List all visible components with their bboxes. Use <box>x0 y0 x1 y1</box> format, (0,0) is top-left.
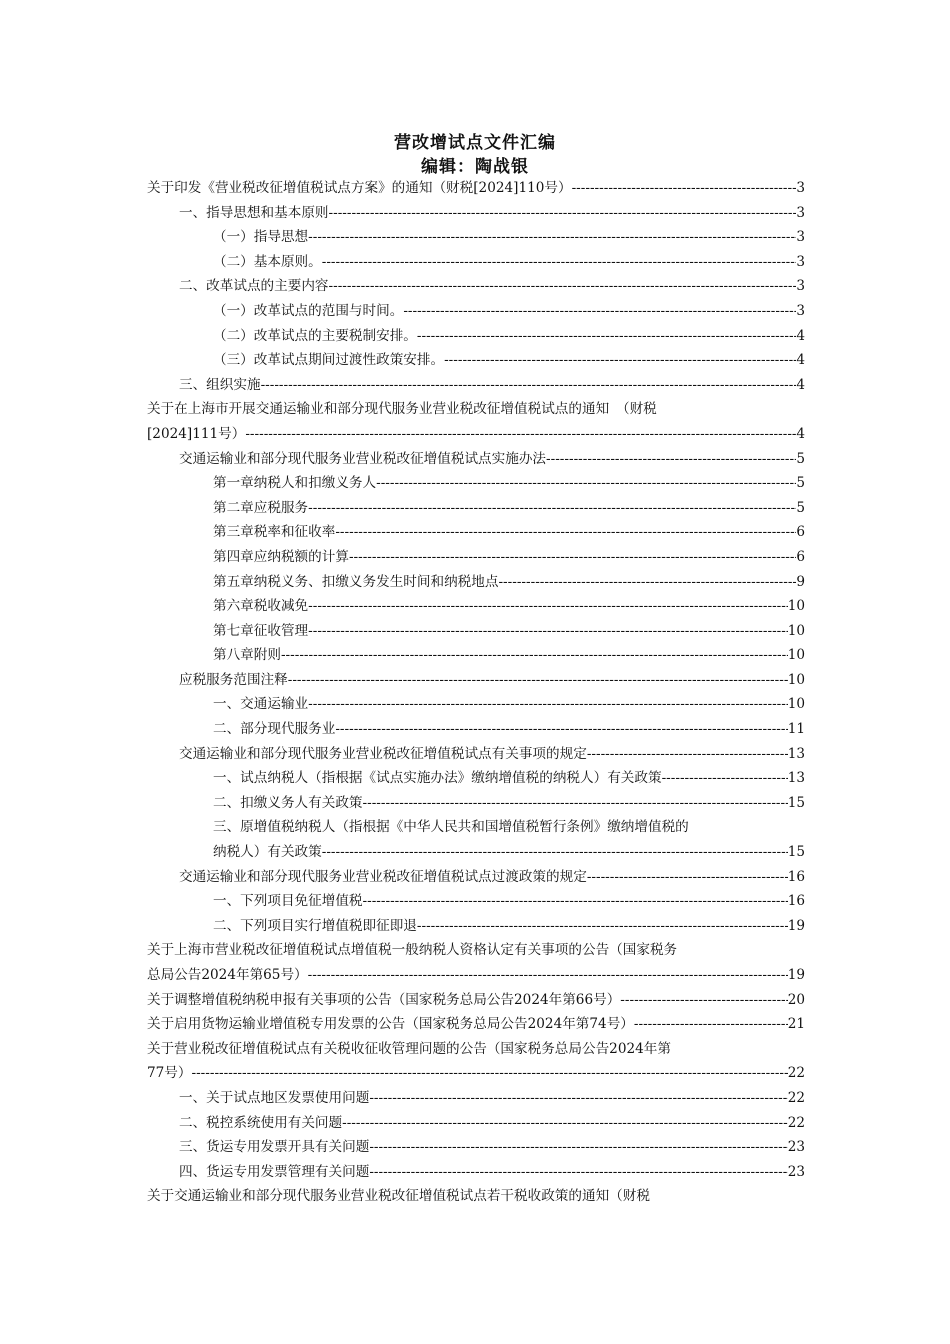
toc-entry-title: 第八章附则 <box>213 647 281 664</box>
toc-page-number: 22 <box>787 1065 805 1082</box>
toc-page-number: 4 <box>796 376 805 393</box>
toc-page-number: 15 <box>787 844 805 861</box>
toc-entry-title: 二、改革试点的主要内容 <box>179 278 329 295</box>
toc-entry[interactable] <box>147 496 805 521</box>
toc-page-number: 10 <box>787 671 805 688</box>
toc-entry[interactable] <box>147 815 805 864</box>
toc-entry[interactable] <box>147 520 805 545</box>
toc-entry-title: （二）改革试点的主要税制安排。 <box>213 327 417 344</box>
toc-page-number: 20 <box>787 991 805 1008</box>
toc-page-number: 3 <box>796 278 805 295</box>
toc-page-number: 22 <box>787 1114 805 1131</box>
toc-page-number: 3 <box>796 253 805 270</box>
toc-page-number: 3 <box>796 204 805 221</box>
toc-entry-title: 一、关于试点地区发票使用问题 <box>179 1089 370 1106</box>
toc-entry[interactable] <box>147 324 805 349</box>
toc-dot-leader <box>369 1160 787 1185</box>
toc-entry[interactable] <box>147 1135 805 1160</box>
toc-entry[interactable] <box>147 299 805 324</box>
toc-dot-leader <box>342 1111 788 1136</box>
toc-entry[interactable] <box>147 1111 805 1136</box>
toc-entry[interactable] <box>147 373 805 398</box>
toc-entry[interactable] <box>147 274 805 299</box>
toc-entry-title: 关于营业税改征增值税试点有关税收征收管理问题的公告（国家税务总局公告2024年第 <box>147 1040 671 1057</box>
toc-entry-title: 交通运输业和部分现代服务业营业税改征增值税试点过渡政策的规定 <box>179 868 587 885</box>
toc-entry-title: （一）指导思想 <box>213 229 309 246</box>
toc-entry[interactable] <box>147 1160 805 1185</box>
toc-dot-leader <box>288 668 788 693</box>
toc-dot-leader <box>192 1061 788 1086</box>
toc-entry[interactable] <box>147 225 805 250</box>
toc-page-number: 21 <box>787 1016 805 1033</box>
toc-dot-leader <box>329 274 797 299</box>
toc-entry-title: 第五章纳税义务、扣缴义务发生时间和纳税地点 <box>213 573 499 590</box>
toc-entry-title: （一）改革试点的范围与时间。 <box>213 302 404 319</box>
toc-dot-leader <box>329 201 797 226</box>
toc-dot-leader <box>261 373 797 398</box>
toc-entry-title: 交通运输业和部分现代服务业营业税改征增值税试点有关事项的规定 <box>179 745 587 762</box>
toc-dot-leader <box>308 496 796 521</box>
toc-entry-title: 三、货运专用发票开具有关问题 <box>179 1139 370 1156</box>
toc-entry[interactable] <box>147 545 805 570</box>
toc-entry[interactable] <box>147 889 805 914</box>
toc-page-number: 3 <box>796 180 805 196</box>
toc-page-number: 5 <box>796 450 805 467</box>
toc-page-number: 19 <box>787 967 805 983</box>
toc-entry-title: 三、组织实施 <box>179 376 261 393</box>
toc-page-number: 10 <box>787 696 805 713</box>
toc-dot-leader <box>363 889 788 914</box>
toc-entry-title: 关于交通运输业和部分现代服务业营业税改征增值税试点若干税收政策的通知（财税 <box>147 1188 650 1205</box>
toc-page-number: 16 <box>787 893 805 910</box>
toc-entry-title: 二、税控系统使用有关问题 <box>179 1114 343 1131</box>
toc-entry-title: （二）基本原则。 <box>213 253 322 270</box>
toc-entry[interactable] <box>147 938 805 987</box>
toc-entry[interactable] <box>147 643 805 668</box>
toc-dot-leader <box>634 1012 788 1037</box>
toc-page-number: 6 <box>796 524 805 541</box>
toc-entry-title: 关于上海市营业税改征增值税试点增值税一般纳税人资格认定有关事项的公告（国家税务 <box>147 942 678 959</box>
toc-entry[interactable] <box>147 594 805 619</box>
toc-page-number: 11 <box>787 721 805 738</box>
toc-entry-title: 关于在上海市开展交通运输业和部分现代服务业营业税改征增值税试点的通知 （财税 <box>147 401 657 418</box>
toc-dot-leader <box>281 643 788 668</box>
toc-entry-title: 二、下列项目实行增值税即征即退 <box>213 917 417 934</box>
toc-dot-leader <box>349 545 796 570</box>
toc-dot-leader <box>546 447 796 472</box>
toc-entry-title: 关于启用货物运输业增值税专用发票的公告（国家税务总局公告2024年第74号） <box>147 1016 634 1033</box>
toc-entry[interactable] <box>147 1012 805 1037</box>
toc-entry-title: 第二章应税服务 <box>213 499 309 516</box>
toc-entry[interactable] <box>147 471 805 496</box>
toc-page-number: 10 <box>787 647 805 664</box>
toc-dot-leader <box>417 324 796 349</box>
toc-entry[interactable] <box>147 1086 805 1111</box>
toc-page-number: 13 <box>787 770 805 787</box>
toc-dot-leader <box>245 422 796 447</box>
toc-dot-leader <box>662 766 788 791</box>
toc-page-number: 3 <box>796 229 805 246</box>
toc-entry[interactable] <box>147 692 805 717</box>
toc-dot-leader <box>417 914 788 939</box>
toc-entry-title: 二、扣缴义务人有关政策 <box>213 794 363 811</box>
toc-dot-leader <box>498 570 796 595</box>
toc-entry-title: 四、货运专用发票管理有关问题 <box>179 1163 370 1180</box>
toc-entry-title: 一、交通运输业 <box>213 696 309 713</box>
toc-entry[interactable] <box>147 865 805 890</box>
toc-page-number: 10 <box>787 622 805 639</box>
toc-entry[interactable] <box>147 176 805 201</box>
toc-dot-leader <box>308 619 788 644</box>
toc-dot-leader <box>369 1135 787 1160</box>
toc-page-number: 23 <box>787 1139 805 1156</box>
toc-page-number: 9 <box>796 573 805 590</box>
toc-page-number: 22 <box>787 1089 805 1106</box>
toc-page-number: 5 <box>796 499 805 516</box>
toc-entry[interactable] <box>147 791 805 816</box>
toc-page-number: 10 <box>787 598 805 615</box>
toc-dot-leader <box>308 692 788 717</box>
toc-page-number: 16 <box>787 868 805 885</box>
toc-entry[interactable] <box>147 348 805 373</box>
toc-entry-title: 交通运输业和部分现代服务业营业税改征增值税试点实施办法 <box>179 450 547 467</box>
toc-dot-leader <box>308 225 796 250</box>
toc-page-number: 4 <box>796 352 805 369</box>
toc-entry[interactable] <box>147 766 805 791</box>
toc-entry[interactable] <box>147 668 805 693</box>
toc-entry[interactable] <box>147 914 805 939</box>
toc-dot-leader <box>335 717 787 742</box>
toc-page-number: 5 <box>796 475 805 492</box>
toc-entry-title: 应税服务范围注释 <box>179 671 288 688</box>
toc-entry-title: 关于调整增值税纳税申报有关事项的公告（国家税务总局公告2024年第66号） <box>147 991 621 1008</box>
toc-entry[interactable] <box>147 1037 805 1086</box>
toc-dot-leader <box>308 594 788 619</box>
toc-entry-title-continued: [2024]111号） <box>147 425 246 442</box>
document-editor: 编辑：陶战银 <box>421 157 529 177</box>
toc-entry-title: 关于印发《营业税改征增值税试点方案》的通知（财税[2024]110号） <box>147 180 572 196</box>
toc-entry[interactable] <box>147 988 805 1013</box>
toc-entry-title-continued: 纳税人）有关政策 <box>213 844 322 861</box>
toc-dot-leader <box>572 176 797 201</box>
toc-entry-title: 第一章纳税人和扣缴义务人 <box>213 475 377 492</box>
toc-entry-title: 第六章税收减免 <box>213 598 309 615</box>
toc-entry[interactable] <box>147 570 805 595</box>
toc-entry-title-continued: 总局公告2024年第65号） <box>147 967 308 983</box>
toc-dot-leader <box>587 865 788 890</box>
toc-page-number: 15 <box>787 794 805 811</box>
toc-dot-leader <box>403 299 796 324</box>
toc-entry-title: （三）改革试点期间过渡性政策安排。 <box>213 352 445 369</box>
toc-entry-title: 一、试点纳税人（指根据《试点实施办法》缴纳增值税的纳税人）有关政策 <box>213 770 662 787</box>
toc-entry-title-continued: 77号） <box>147 1065 192 1082</box>
toc-entry[interactable] <box>147 717 805 742</box>
toc-page-number: 13 <box>787 745 805 762</box>
toc-entry[interactable] <box>147 201 805 226</box>
table-of-contents <box>147 176 805 1209</box>
toc-entry[interactable] <box>147 250 805 275</box>
toc-page-number: 19 <box>787 917 805 934</box>
toc-entry[interactable] <box>147 397 805 446</box>
toc-entry-title: 一、指导思想和基本原则 <box>179 204 329 221</box>
toc-entry-title: 第三章税率和征收率 <box>213 524 336 541</box>
toc-dot-leader <box>369 1086 787 1111</box>
toc-entry[interactable] <box>147 619 805 644</box>
toc-dot-leader <box>444 348 796 373</box>
toc-dot-leader <box>322 840 788 865</box>
toc-dot-leader <box>308 963 788 988</box>
toc-entry[interactable] <box>147 742 805 767</box>
document-title: 营改增试点文件汇编 <box>394 133 556 153</box>
toc-page-number: 6 <box>796 548 805 565</box>
toc-entry-title: 一、下列项目免征增值税 <box>213 893 363 910</box>
toc-page-number: 23 <box>787 1163 805 1180</box>
toc-dot-leader <box>587 742 788 767</box>
toc-page-number: 4 <box>796 327 805 344</box>
toc-dot-leader <box>620 988 787 1013</box>
toc-page-number: 3 <box>796 302 805 319</box>
toc-entry-title: 二、部分现代服务业 <box>213 721 336 738</box>
toc-page-number: 4 <box>796 425 805 442</box>
toc-entry[interactable] <box>147 447 805 472</box>
toc-entry-title: 第七章征收管理 <box>213 622 309 639</box>
toc-dot-leader <box>322 250 797 275</box>
toc-entry-title: 第四章应纳税额的计算 <box>213 548 349 565</box>
toc-entry-title: 三、原增值税纳税人（指根据《中华人民共和国增值税暂行条例》缴纳增值税的 <box>213 819 689 836</box>
toc-entry[interactable] <box>147 1184 805 1209</box>
toc-dot-leader <box>376 471 796 496</box>
toc-dot-leader <box>335 520 796 545</box>
toc-dot-leader <box>363 791 788 816</box>
